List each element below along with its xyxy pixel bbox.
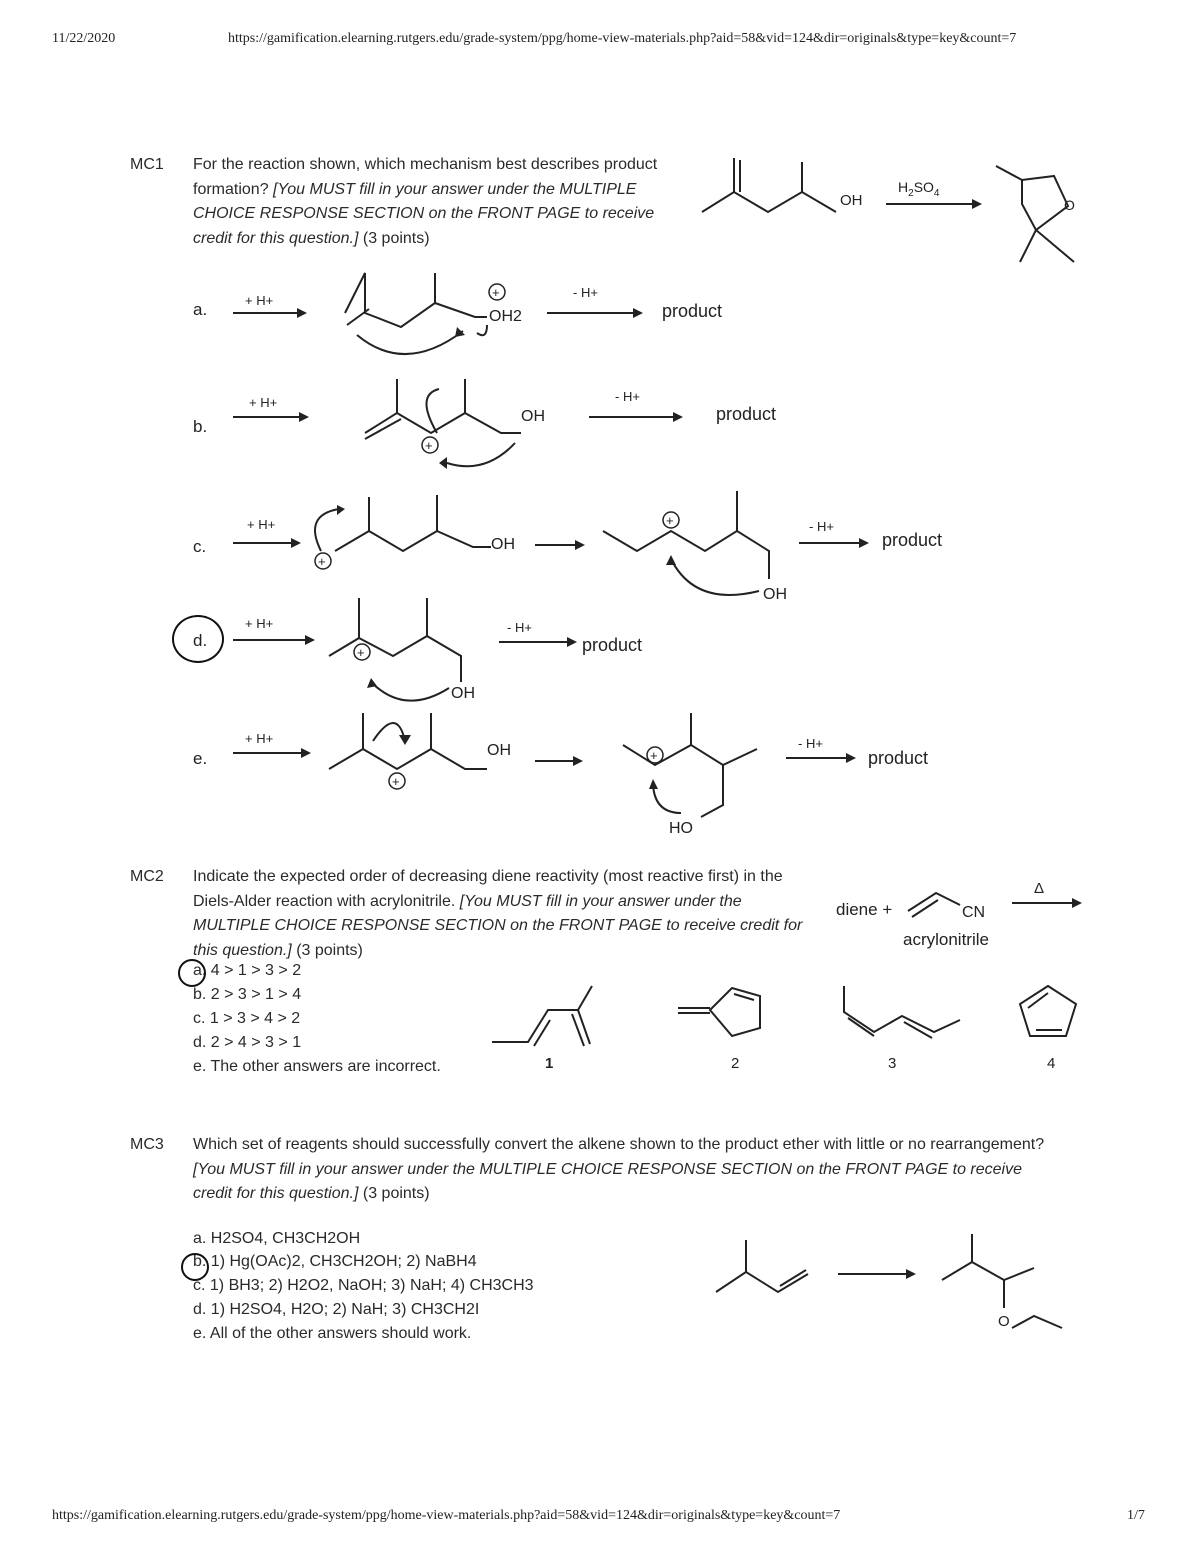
mc2-option-c[interactable]: c. 1 > 3 > 4 > 2 [193,1010,301,1027]
svg-text:+: + [666,513,674,528]
mc3-number: MC3 [130,1136,164,1153]
mc1-e-product: product [868,748,929,768]
mc2-dienes [490,980,1090,1070]
mc2-label-3: 3 [888,1055,897,1070]
mc2-label-2: 2 [731,1055,740,1070]
mc1-c-product: product [882,530,943,550]
mc1-a-oh2: OH2 [489,308,522,325]
svg-text:+: + [492,285,500,300]
mc3-question-text: Which set of reagents should successfully convert the alkene shown to the product ether with little or no rearrangement? [193,1136,1045,1153]
mc1-reagent: $H_2SO_4$ [898,179,940,199]
mc1-option-c[interactable]: c. [193,537,207,556]
mc2-cn: CN [962,904,986,921]
mc1-b-plus-h: + H+ [249,395,278,410]
mc2-label-4: 4 [1047,1055,1056,1070]
mc2-option-e[interactable]: e. The other answers are incorrect. [193,1058,441,1075]
mc2-diene-plus: diene + [836,900,893,919]
mc2-points: (3 points) [296,941,363,959]
mc2-option-d[interactable]: d. 2 > 4 > 3 > 1 [193,1034,302,1051]
mc1-reactant-oh: OH [840,192,863,209]
mc1-d-plus-h: + H+ [245,616,274,631]
mc3-points: (3 points) [362,1185,430,1202]
mc1-option-a[interactable]: a. [193,300,208,319]
mc1-a-minus-h: - H+ [573,285,598,300]
mc2-number: MC2 [130,868,164,885]
mc2-question [193,865,818,963]
mc3-answer-circle [181,1253,209,1281]
mc1-instruction: [You MUST fill in your answer under the MULTIPLE CHOICE RESPONSE SECTION on the FRONT PAGE to receive credit for this question.] [193,180,655,247]
mc2-question-text: Indicate the expected order of decreasing diene reactivity (most reactive first) in the Diels-Alder reaction with acrylonitrile. [193,868,783,910]
mc1-d-product: product [582,635,643,655]
mc1-number: MC1 [130,156,164,173]
svg-text:+: + [650,748,658,763]
mc1-c-step2 [755,505,885,615]
mc1-e-minus-h: - H+ [798,736,823,751]
mc2-option-b[interactable]: b. 2 > 3 > 1 > 4 [193,986,302,1003]
mc2-answer-circle [178,959,206,987]
mc1-c-oh: OH [491,536,515,553]
mc3-ether-o: O [998,1313,1010,1330]
mc1-mechanism-e [225,705,785,855]
mc3-question [193,1133,1063,1207]
mc1-c-plus-h: + H+ [247,517,276,532]
mc1-option-b[interactable]: b. [193,417,208,436]
mc3-option-a[interactable]: a. H2SO4, CH3CH2OH [193,1230,361,1247]
mc2-acrylonitrile-scheme [900,875,1090,925]
svg-text:+: + [392,774,400,789]
mc1-e-oh: OH [487,742,511,759]
mc1-c-minus-h: - H+ [809,519,834,534]
mc3-option-e[interactable]: e. All of the other answers should work. [193,1325,472,1342]
svg-text:+: + [425,438,433,453]
mc2-instruction: [You MUST fill in your answer under the MULTIPLE CHOICE RESPONSE SECTION on the FRONT PAGE to receive credit for this question.] [193,892,803,959]
mc2-option-a[interactable]: a. 4 > 1 > 3 > 2 [193,962,302,979]
mc1-reactant-chain [702,192,836,212]
print-date: 11/22/2020 [52,31,116,46]
mc1-b-minus-h: - H+ [615,389,640,404]
mc2-acrylonitrile-label: acrylonitrile [903,930,989,949]
mc1-e-ho: HO [669,820,693,837]
mc3-option-d[interactable]: d. 1) H2SO4, H2O; 2) NaH; 3) CH3CH2I [193,1301,480,1318]
mc1-points: (3 points) [362,229,430,247]
mc1-a-plus-h: + H+ [245,293,274,308]
footer-url[interactable]: https://gamification.elearning.rutgers.edu/grade-system/ppg/home-view-materials.php?aid=58&vid=124&dir=originals&type=key&count=7 [52,1508,841,1523]
header-url[interactable]: https://gamification.elearning.rutgers.edu/grade-system/ppg/home-view-materials.php?aid=58&vid=124&dir=originals&type=key&count=7 [228,31,1017,46]
mc3-reaction-scheme [710,1228,1070,1338]
mc1-a-product: product [662,301,723,321]
mc1-reaction-scheme [690,150,1100,275]
mc1-mechanism-b [225,375,805,475]
mc1-option-d[interactable]: d. [193,631,208,650]
mc1-answer-circle [172,615,224,663]
mc3-option-c[interactable]: c. 1) BH3; 2) H2O2, NaOH; 3) NaH; 4) CH3CH3 [193,1277,534,1294]
svg-text:+: + [357,645,365,660]
mc1-option-e[interactable]: e. [193,749,208,768]
mc2-label-1: 1 [545,1055,554,1070]
mc1-b-oh: OH [521,408,545,425]
mc1-product-ring [996,166,1068,230]
svg-text:+: + [318,554,326,569]
mc1-c-oh2: OH [763,586,787,603]
mc3-instruction: [You MUST fill in your answer under the MULTIPLE CHOICE RESPONSE SECTION on the FRONT PAGE to receive credit for this question.] [193,1160,1023,1202]
page-number: 1/7 [1127,1508,1145,1523]
mc1-d-oh: OH [451,685,475,702]
mc3-option-b[interactable]: b. 1) Hg(OAc)2, CH3CH2OH; 2) NaBH4 [193,1253,477,1270]
mc1-d-minus-h: - H+ [507,620,532,635]
mc1-b-product: product [716,404,777,424]
mc1-product-o: O [1064,197,1075,213]
mc1-question [193,153,683,251]
mc2-heat: Δ [1034,880,1045,897]
mc1-e-step2 [780,730,870,770]
mc1-e-plus-h: + H+ [245,731,274,746]
mc1-question-text: For the reaction shown, which mechanism best describes product formation? [193,156,658,198]
